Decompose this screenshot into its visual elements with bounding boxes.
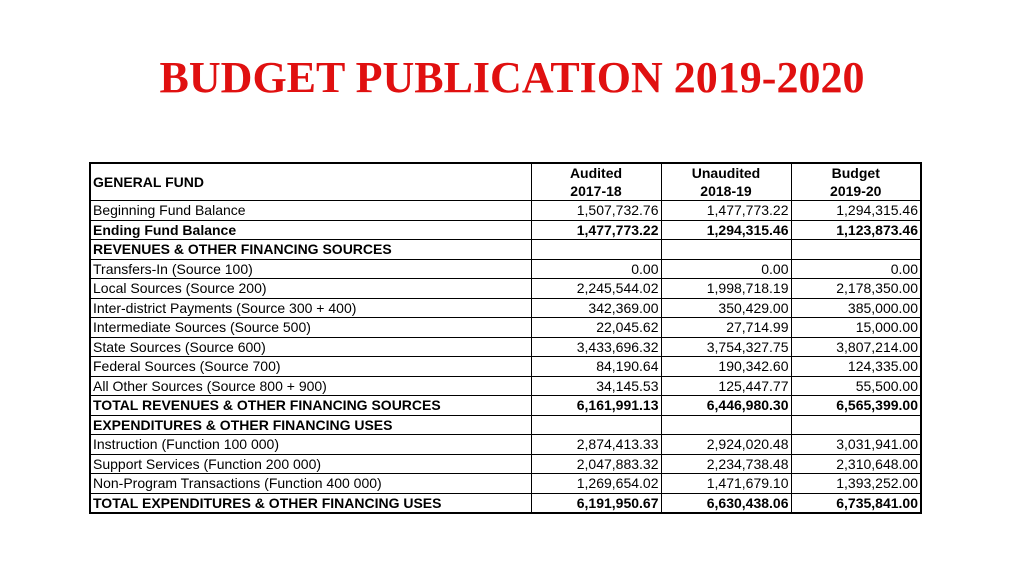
cell-unaudited-2018-19: 2,924,020.48 bbox=[661, 435, 791, 455]
cell-budget-2019-20: 15,000.00 bbox=[791, 318, 921, 338]
table-row bbox=[90, 201, 921, 221]
cell-unaudited-2018-19: 27,714.99 bbox=[661, 318, 791, 338]
cell-audited-2017-18: 2,047,883.32 bbox=[531, 454, 661, 474]
cell-budget-2019-20: 1,123,873.46 bbox=[791, 220, 921, 240]
cell-budget-2019-20: 3,031,941.00 bbox=[791, 435, 921, 455]
cell-budget-2019-20 bbox=[791, 240, 921, 260]
table-row bbox=[90, 298, 921, 318]
header-budget-line2: 2019-20 bbox=[830, 183, 882, 199]
header-unaudited-line2: 2018-19 bbox=[700, 183, 752, 199]
table-row bbox=[90, 357, 921, 377]
cell-unaudited-2018-19: 190,342.60 bbox=[661, 357, 791, 377]
table-row bbox=[90, 493, 921, 513]
cell-audited-2017-18: 2,245,544.02 bbox=[531, 279, 661, 299]
cell-audited-2017-18 bbox=[531, 240, 661, 260]
row-label: Local Sources (Source 200) bbox=[90, 279, 531, 299]
table-row bbox=[90, 279, 921, 299]
page-title: BUDGET PUBLICATION 2019-2020 bbox=[159, 53, 865, 102]
table-row bbox=[90, 259, 921, 279]
cell-unaudited-2018-19: 0.00 bbox=[661, 259, 791, 279]
header-unaudited bbox=[661, 163, 791, 201]
row-label: Inter-district Payments (Source 300 + 400) bbox=[90, 298, 531, 318]
row-label: Federal Sources (Source 700) bbox=[90, 357, 531, 377]
cell-audited-2017-18: 34,145.53 bbox=[531, 376, 661, 396]
header-budget-line1: Budget bbox=[831, 165, 880, 181]
cell-unaudited-2018-19 bbox=[661, 415, 791, 435]
table-body bbox=[90, 201, 921, 514]
row-label: REVENUES & OTHER FINANCING SOURCES bbox=[90, 240, 531, 260]
cell-audited-2017-18: 6,191,950.67 bbox=[531, 493, 661, 513]
table-row bbox=[90, 376, 921, 396]
cell-unaudited-2018-19: 1,471,679.10 bbox=[661, 474, 791, 494]
cell-budget-2019-20: 1,393,252.00 bbox=[791, 474, 921, 494]
table-row bbox=[90, 415, 921, 435]
row-label: Instruction (Function 100 000) bbox=[90, 435, 531, 455]
row-label: TOTAL EXPENDITURES & OTHER FINANCING USES bbox=[90, 493, 531, 513]
cell-unaudited-2018-19: 1,294,315.46 bbox=[661, 220, 791, 240]
cell-audited-2017-18: 1,477,773.22 bbox=[531, 220, 661, 240]
header-audited-line2: 2017-18 bbox=[570, 183, 622, 199]
row-label: Support Services (Function 200 000) bbox=[90, 454, 531, 474]
cell-audited-2017-18: 342,369.00 bbox=[531, 298, 661, 318]
cell-unaudited-2018-19: 6,446,980.30 bbox=[661, 396, 791, 416]
row-label: TOTAL REVENUES & OTHER FINANCING SOURCES bbox=[90, 396, 531, 416]
cell-budget-2019-20: 385,000.00 bbox=[791, 298, 921, 318]
cell-audited-2017-18: 0.00 bbox=[531, 259, 661, 279]
table-row bbox=[90, 474, 921, 494]
table-row bbox=[90, 220, 921, 240]
table-row bbox=[90, 318, 921, 338]
cell-audited-2017-18: 84,190.64 bbox=[531, 357, 661, 377]
cell-audited-2017-18: 3,433,696.32 bbox=[531, 337, 661, 357]
header-label: GENERAL FUND bbox=[90, 163, 531, 201]
header-audited-line1: Audited bbox=[569, 165, 623, 181]
header-unaudited-line1: Unaudited bbox=[691, 165, 761, 181]
cell-audited-2017-18: 6,161,991.13 bbox=[531, 396, 661, 416]
cell-budget-2019-20: 6,735,841.00 bbox=[791, 493, 921, 513]
row-label: Transfers-In (Source 100) bbox=[90, 259, 531, 279]
cell-audited-2017-18: 1,269,654.02 bbox=[531, 474, 661, 494]
cell-unaudited-2018-19: 125,447.77 bbox=[661, 376, 791, 396]
row-label: Non-Program Transactions (Function 400 000) bbox=[90, 474, 531, 494]
cell-budget-2019-20: 0.00 bbox=[791, 259, 921, 279]
cell-unaudited-2018-19: 3,754,327.75 bbox=[661, 337, 791, 357]
cell-unaudited-2018-19: 1,998,718.19 bbox=[661, 279, 791, 299]
cell-budget-2019-20: 124,335.00 bbox=[791, 357, 921, 377]
row-label: All Other Sources (Source 800 + 900) bbox=[90, 376, 531, 396]
row-label: Ending Fund Balance bbox=[90, 220, 531, 240]
cell-unaudited-2018-19: 1,477,773.22 bbox=[661, 201, 791, 221]
table-row bbox=[90, 396, 921, 416]
table-row bbox=[90, 240, 921, 260]
cell-unaudited-2018-19: 2,234,738.48 bbox=[661, 454, 791, 474]
cell-audited-2017-18: 22,045.62 bbox=[531, 318, 661, 338]
row-label: EXPENDITURES & OTHER FINANCING USES bbox=[90, 415, 531, 435]
table-header-row bbox=[90, 163, 921, 201]
cell-audited-2017-18: 2,874,413.33 bbox=[531, 435, 661, 455]
cell-budget-2019-20: 6,565,399.00 bbox=[791, 396, 921, 416]
cell-budget-2019-20: 2,178,350.00 bbox=[791, 279, 921, 299]
cell-budget-2019-20: 2,310,648.00 bbox=[791, 454, 921, 474]
table-row bbox=[90, 337, 921, 357]
table-row bbox=[90, 454, 921, 474]
cell-budget-2019-20 bbox=[791, 415, 921, 435]
row-label: Intermediate Sources (Source 500) bbox=[90, 318, 531, 338]
cell-unaudited-2018-19: 350,429.00 bbox=[661, 298, 791, 318]
general-fund-table bbox=[89, 162, 922, 514]
header-budget bbox=[791, 163, 921, 201]
table-row bbox=[90, 435, 921, 455]
cell-unaudited-2018-19: 6,630,438.06 bbox=[661, 493, 791, 513]
row-label: Beginning Fund Balance bbox=[90, 201, 531, 221]
header-audited bbox=[531, 163, 661, 201]
row-label: State Sources (Source 600) bbox=[90, 337, 531, 357]
cell-budget-2019-20: 1,294,315.46 bbox=[791, 201, 921, 221]
cell-budget-2019-20: 55,500.00 bbox=[791, 376, 921, 396]
cell-unaudited-2018-19 bbox=[661, 240, 791, 260]
cell-budget-2019-20: 3,807,214.00 bbox=[791, 337, 921, 357]
cell-audited-2017-18: 1,507,732.76 bbox=[531, 201, 661, 221]
cell-audited-2017-18 bbox=[531, 415, 661, 435]
